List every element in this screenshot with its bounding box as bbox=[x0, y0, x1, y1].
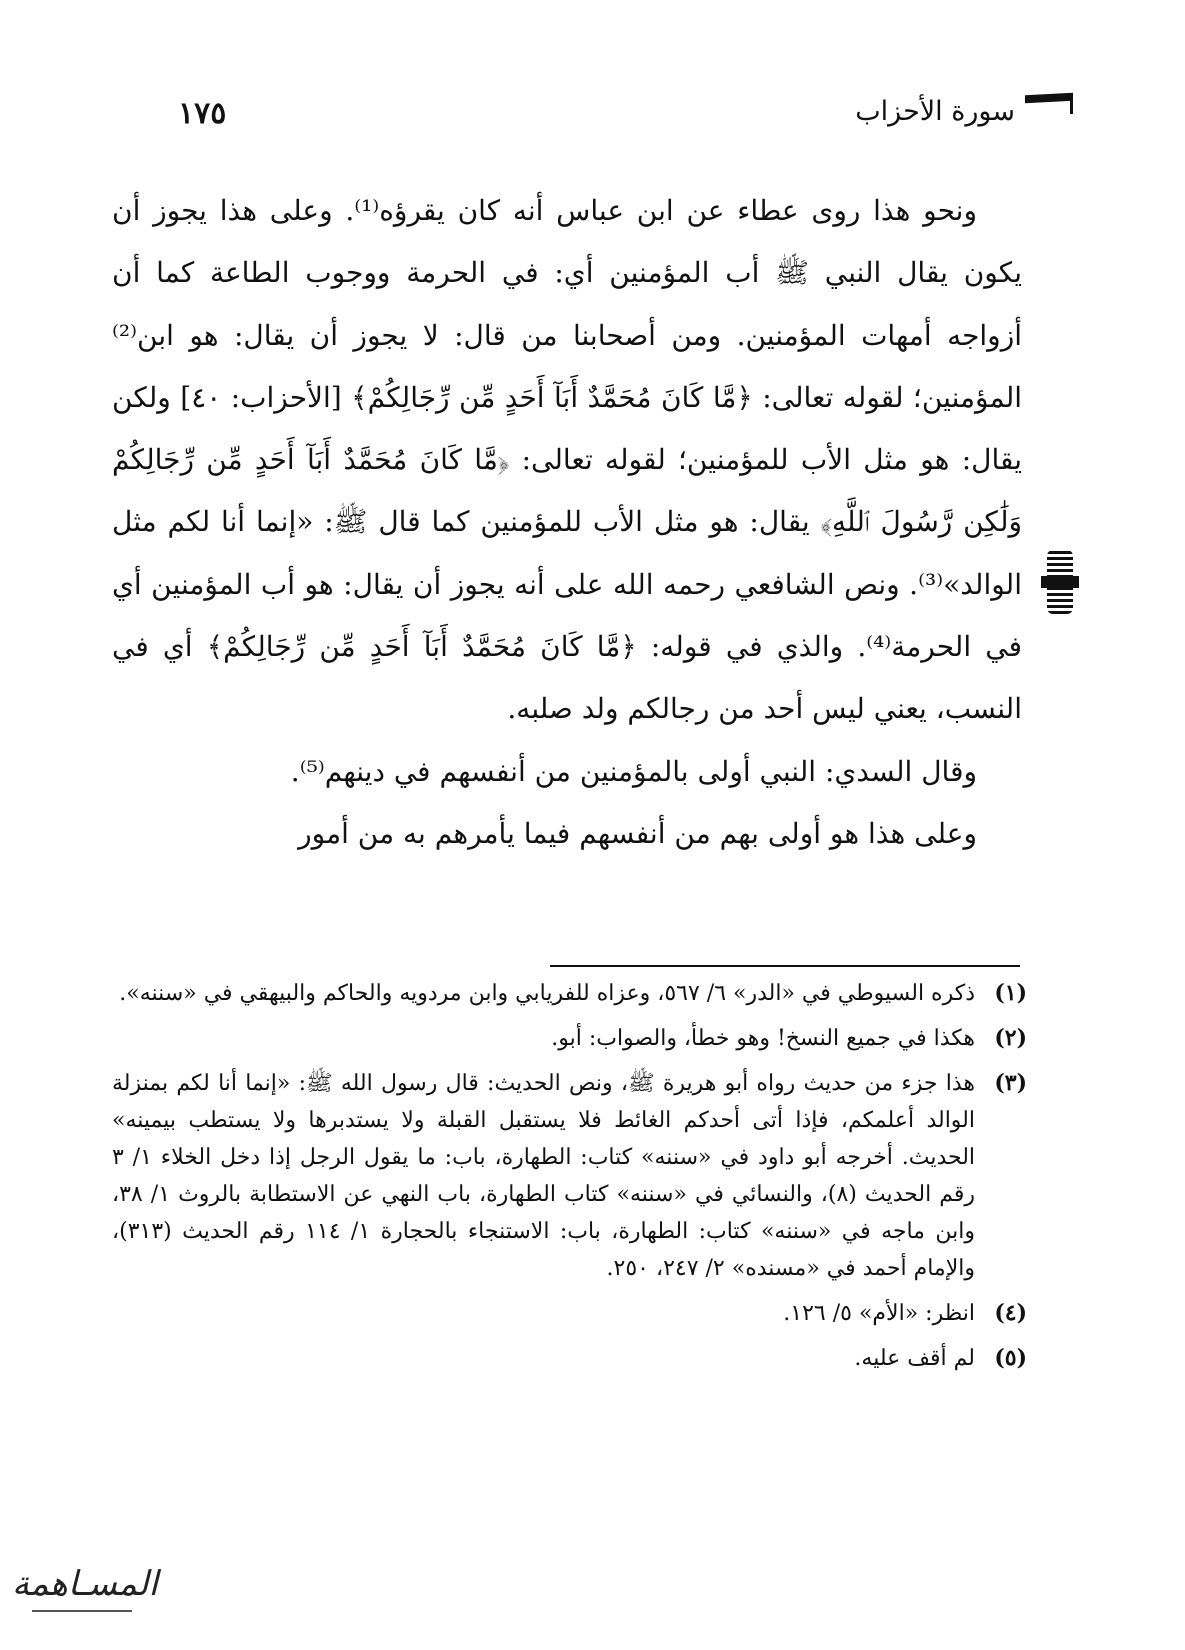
publisher-logo-watermark: المسـاهمة bbox=[10, 1562, 160, 1626]
footnote-number: (٤) bbox=[994, 1300, 1027, 1326]
footnote-number: (٣) bbox=[994, 1070, 1027, 1096]
page-header bbox=[160, 90, 1015, 140]
footnote-number: (١) bbox=[994, 980, 1027, 1006]
surah-title: سورة الأحزاب bbox=[855, 96, 1015, 127]
footnote-text: هذا جزء من حديث رواه أبو هريرة ﷺ، ونص الحديث: قال رسول الله ﷺ: «إنما أنا لكم بمنزلة الوالد أعلمكم، فإذا أتى أحدكم الغائط فلا يستقبل القبلة ولا يستدبرها ولا يستطب بيمينه» الحديث. أخرجه أبو داود في «سننه» كتاب: الطهارة، باب: ما يقول الرجل إذا دخل الخلاء ١/ ٣ رقم الحديث (٨)، والنسائي في «سننه» كتاب الطهارة، باب النهي عن الاستطابة بالروث ١/ ٣٨، وابن ماجه في «سننه» كتاب: الطهارة، باب: الاستنجاء بالحجارة ١/ ١١٤ رقم الحديث (٣١٣)، والإمام أحمد في «مسنده» ٢/ ٢٤٧، ٢٥٠. bbox=[112, 1071, 976, 1281]
page-number: ١٧٥ bbox=[178, 96, 227, 131]
footnote-number: (٢) bbox=[994, 1025, 1027, 1051]
paragraph: وعلى هذا هو أولى بهم من أنفسهم فيما يأمرهم به من أمور bbox=[298, 816, 977, 850]
footnote bbox=[112, 1065, 1027, 1287]
footnote-number: (٥) bbox=[994, 1345, 1027, 1371]
paragraph: ونحو هذا روى عطاء عن ابن عباس أنه كان يقرؤه⁽¹⁾. وعلى هذا يجوز أن يكون يقال النبي ﷺ أب المؤمنين أي: في الحرمة ووجوب الطاعة كما أن أزواجه أمهات المؤمنين. ومن أصحابنا من قال: لا يجوز أن يقال: هو ابن⁽²⁾ المؤمنين؛ لقوله تعالى: ﴿مَّا كَانَ مُحَمَّدٌ أَبَآ أَحَدٍ مِّن رِّجَالِكُمْ﴾ [الأحزاب: ٤٠] ولكن يقال: هو مثل الأب للمؤمنين؛ لقوله تعالى: ﴿مَّا كَانَ مُحَمَّدٌ أَبَآ أَحَدٍ مِّن رِّجَالِكُمْ وَلَٰكِن رَّسُولَ ٱللَّهِ﴾ يقال: هو مثل الأب للمؤمنين كما قال ﷺ: «إنما أنا لكم مثل الوالد»⁽³⁾. ونص الشافعي رحمه الله على أنه يجوز أن يقال: هو أب المؤمنين أي في الحرمة⁽⁴⁾. والذي في قوله: ﴿مَّا كَانَ مُحَمَّدٌ أَبَآ أَحَدٍ مِّن رِّجَالِكُمْ﴾ أي في النسب، يعني ليس أحد من رجالكم ولد صلبه. bbox=[112, 194, 1023, 726]
binding-mark bbox=[1047, 550, 1073, 614]
footnotes bbox=[112, 975, 1027, 1385]
page-corner-mark bbox=[1025, 93, 1073, 104]
footnote-text: انظر: «الأم» ٥/ ١٢٦. bbox=[783, 1301, 975, 1326]
paragraph: وقال السدي: النبي أولى بالمؤمنين من أنفسهم في دينهم⁽⁵⁾. bbox=[290, 754, 977, 788]
footnote-text: ذكره السيوطي في «الدر» ٦/ ٥٦٧، وعزاه للفريابي وابن مردويه والحاكم والبيهقي في «سننه». bbox=[119, 981, 975, 1006]
footnote bbox=[112, 975, 1027, 1012]
main-text bbox=[112, 180, 1022, 865]
page-corner-tick bbox=[1070, 96, 1073, 114]
footnote bbox=[112, 1295, 1027, 1332]
footnote-divider bbox=[550, 965, 1020, 967]
footnote-text: لم أقف عليه. bbox=[854, 1346, 975, 1371]
footnote-text: هكذا في جميع النسخ! وهو خطأ، والصواب: أبو. bbox=[551, 1026, 975, 1051]
footnote bbox=[112, 1340, 1027, 1377]
footnote bbox=[112, 1020, 1027, 1057]
